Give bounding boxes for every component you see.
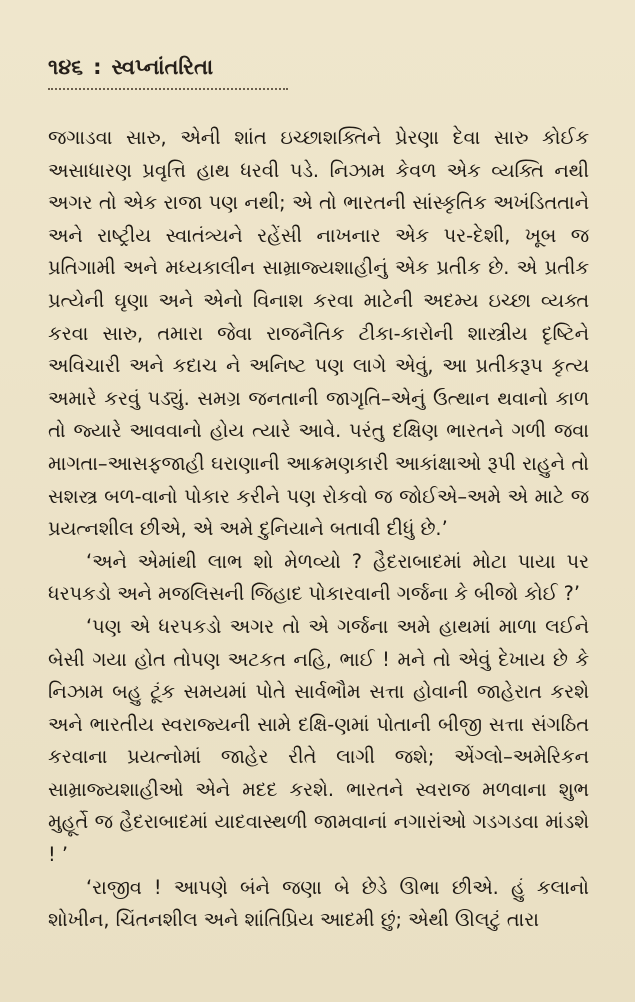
paragraph-1: જગાડવા સારુ, એની શાંત ઇચ્છાશક્તિને પ્રેરણા દેવા સારુ કોઈક અસાધારણ પ્રવૃત્તિ હાથ ધરવી પડે. નિઝામ કેવળ એક વ્યક્તિ નથી અગર તો એક રાજા પણ નથી; એ તો ભારતની સાંસ્કૃતિક અખંડિતતાને અને રાષ્ટ્રીય સ્વાતંત્ર્યને રહેંસી નાખનાર એક પર-દેશી, ખૂબ જ પ્રતિગામી અને મધ્યકાલીન સામ્રાજ્યશાહીનું એક પ્રતીક છે. એ પ્રતીક પ્રત્યેની ઘૃણા અને એનો વિનાશ કરવા માટેની અદમ્ય ઇચ્છા વ્યક્ત કરવા સારુ, તમારા જેવા રાજનૈતિક ટીકા-કારોની શાસ્ત્રીય દૃષ્ટિને અવિચારી અને કદાચ ને અનિષ્ટ પણ લાગે એવું, આ પ્રતીકરૂપ કૃત્ય અમારે કરવું પડ્યું. સમગ્ર જનતાની જાગૃતિ–એનું ઉત્થાન થવાનો કાળ તો જ્યારે આવવાનો હોય ત્યારે આવે. પરંતુ દક્ષિણ ભારતને ગળી જવા માગતા–આસફજાહી ઘરાણાની આક્રમણકારી આકાંક્ષાઓ રૂપી રાહુને તો સશસ્ત્ર બળ-વાનો પોકાર કરીને પણ રોકવો જ જોઈએ–અમે એ માટે જ પ્રયત્નશીલ છીએ, એ અમે દુનિયાને બતાવી દીધું છે.’ (48, 126, 589, 541)
header-underline (48, 88, 288, 90)
book-title: સ્વપ્નાંતરિતા (111, 54, 214, 79)
header-separator: : (93, 55, 102, 79)
running-head (48, 52, 589, 82)
paragraph-4: ‘રાજીવ ! આપણે બંને જણા બે છેડે ઊભા છીએ. હું કલાનો શોખીન, ચિંતનશીલ અને શાંતિપ્રિય આદમી છું; એથી ઊલટું તારા (48, 875, 589, 932)
paragraph-3: ‘પણ એ ધરપકડો અગર તો એ ગર્જના અમે હાથમાં માળા લઈને બેસી ગયા હોત તોપણ અટકત નહિ, ભાઈ ! મને તો એવું દેખાય છે કે નિઝામ બહુ ટૂંક સમયમાં પોતે સાર્વભૌમ સત્તા હોવાની જાહેરાત કરશે અને ભારતીય સ્વરાજ્યની સામે દક્ષિ-ણમાં પોતાની બીજી સત્તા સંગઠિત કરવાના પ્રયત્નોમાં જાહેર રીતે લાગી જશે; એંગ્લો–અમેરિકન સામ્રાજ્યશાહીઓ એને મદદ કરશે. ભારતને સ્વરાજ મળવાના શુભ મુહૂર્તે જ હૈદરાબાદમાં યાદવાસ્થળી જામવાનાં નગારાંઓ ગડગડવા માંડશે ! ’ (48, 614, 589, 867)
page-number: ૧૪૬ (48, 54, 84, 79)
body-text (48, 122, 589, 937)
paragraph-2: ‘અને એમાંથી લાભ શો મેળવ્યો ? હૈદરાબાદમાં મોટા પાયા પર ધરપકડો અને મજલિસની જિહાદ પોકારવાની ગર્જના કે બીજો કોઈ ?’ (48, 549, 589, 606)
